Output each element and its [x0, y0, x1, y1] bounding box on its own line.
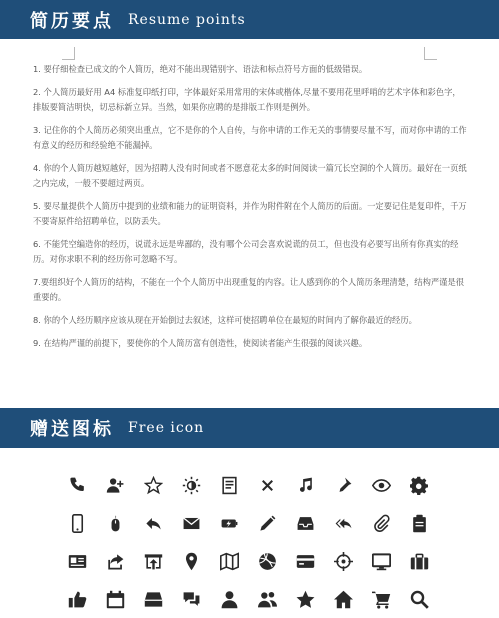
ball-icon	[248, 542, 286, 580]
tray-icon	[134, 580, 172, 618]
thumbs-up-icon	[58, 580, 96, 618]
share-icon	[96, 542, 134, 580]
search-icon	[400, 580, 438, 618]
crop-mark-left	[62, 47, 75, 60]
resume-points-title-cn: 简历要点	[30, 10, 114, 32]
mail-icon	[172, 504, 210, 542]
resume-point-4: 4. 你的个人简历越短越好，因为招聘人没有时间或者不愿意花太多的时间阅读一篇冗长空洞的个人简历。最好在一页纸之内完成，一般不要超过两页。	[33, 163, 467, 188]
resume-point-7: 7.要组织好个人简历的结构，不能在一个个人简历中出现重复的内容。让人感到你的个人简历条理清楚，结构严谨是很重要的。	[33, 277, 465, 302]
clipboard-icon	[400, 504, 438, 542]
resume-point-5: 5. 要尽量提供个人简历中提到的业绩和能力的证明资料，并作为附件附在个人简历的后面。一定要记住是复印件，千万不要寄原件给招聘单位，以防丢失。	[33, 201, 467, 226]
users-icon	[248, 580, 286, 618]
eye-icon	[362, 466, 400, 504]
location-pin-icon	[172, 542, 210, 580]
target-icon	[324, 542, 362, 580]
crop-mark-right	[424, 47, 437, 60]
resume-point-2: 2. 个人简历最好用 A4 标准复印纸打印，字体最好采用常用的宋体或楷体,尽量不要用花里呼哨的艺术字体和彩色字，排版要简洁明快，切忌标新立异。当然，如果你应聘的是排版工作则是例外。	[33, 87, 461, 112]
resume-point-3: 3. 记住你的个人简历必须突出重点，它不是你的个人自传，与你申请的工作无关的事情要尽量不写，而对你申请的工作有意义的经历和经验绝不能漏掉。	[33, 125, 467, 150]
resume-point-9: 9. 在结构严谨的前提下，要使你的个人简历富有创造性，使阅读者能产生很强的阅读兴趣。	[33, 338, 368, 348]
mouse-icon	[96, 504, 134, 542]
map-icon	[210, 542, 248, 580]
star-icon	[286, 580, 324, 618]
resume-point-8: 8. 你的个人经历顺序应该从现在开始倒过去叙述，这样可使招聘单位在最短的时间内了解你最近的经历。	[33, 315, 417, 325]
resume-point-1: 1. 要仔细检查已成文的个人简历，绝对不能出现错别字、语法和标点符号方面的低级错误。	[33, 64, 368, 74]
home-icon	[324, 580, 362, 618]
user-icon	[210, 580, 248, 618]
credit-card-icon	[286, 542, 324, 580]
resume-points-title-en: Resume points	[128, 11, 246, 28]
reply-all-icon	[324, 504, 362, 542]
star-outline-icon	[134, 466, 172, 504]
icon-grid	[58, 466, 438, 618]
calendar-icon	[96, 580, 134, 618]
battery-icon	[210, 504, 248, 542]
brightness-icon	[172, 466, 210, 504]
gear-icon	[400, 466, 438, 504]
document-icon	[210, 466, 248, 504]
upload-icon	[134, 542, 172, 580]
close-icon	[248, 466, 286, 504]
chat-icon	[172, 580, 210, 618]
add-user-icon	[96, 466, 134, 504]
resume-points-banner	[0, 0, 499, 39]
free-icon-title-en: Free icon	[128, 420, 205, 436]
reply-icon	[134, 504, 172, 542]
resume-points-list	[33, 62, 467, 359]
id-card-icon	[58, 542, 96, 580]
briefcase-icon	[400, 542, 438, 580]
pencil-icon	[248, 504, 286, 542]
mobile-icon	[58, 504, 96, 542]
flashlight-icon	[324, 466, 362, 504]
cart-icon	[362, 580, 400, 618]
music-note-icon	[286, 466, 324, 504]
free-icon-banner	[0, 408, 499, 448]
paperclip-icon	[362, 504, 400, 542]
phone-icon	[58, 466, 96, 504]
monitor-icon	[362, 542, 400, 580]
free-icon-title-cn: 赠送图标	[30, 419, 114, 440]
inbox-icon	[286, 504, 324, 542]
resume-point-6: 6. 不能凭空编造你的经历，说谎永远是卑鄙的，没有哪个公司会喜欢说谎的员工，但也没有必要写出所有你真实的经历。对你求职不利的经历你可忽略不写。	[33, 239, 459, 264]
